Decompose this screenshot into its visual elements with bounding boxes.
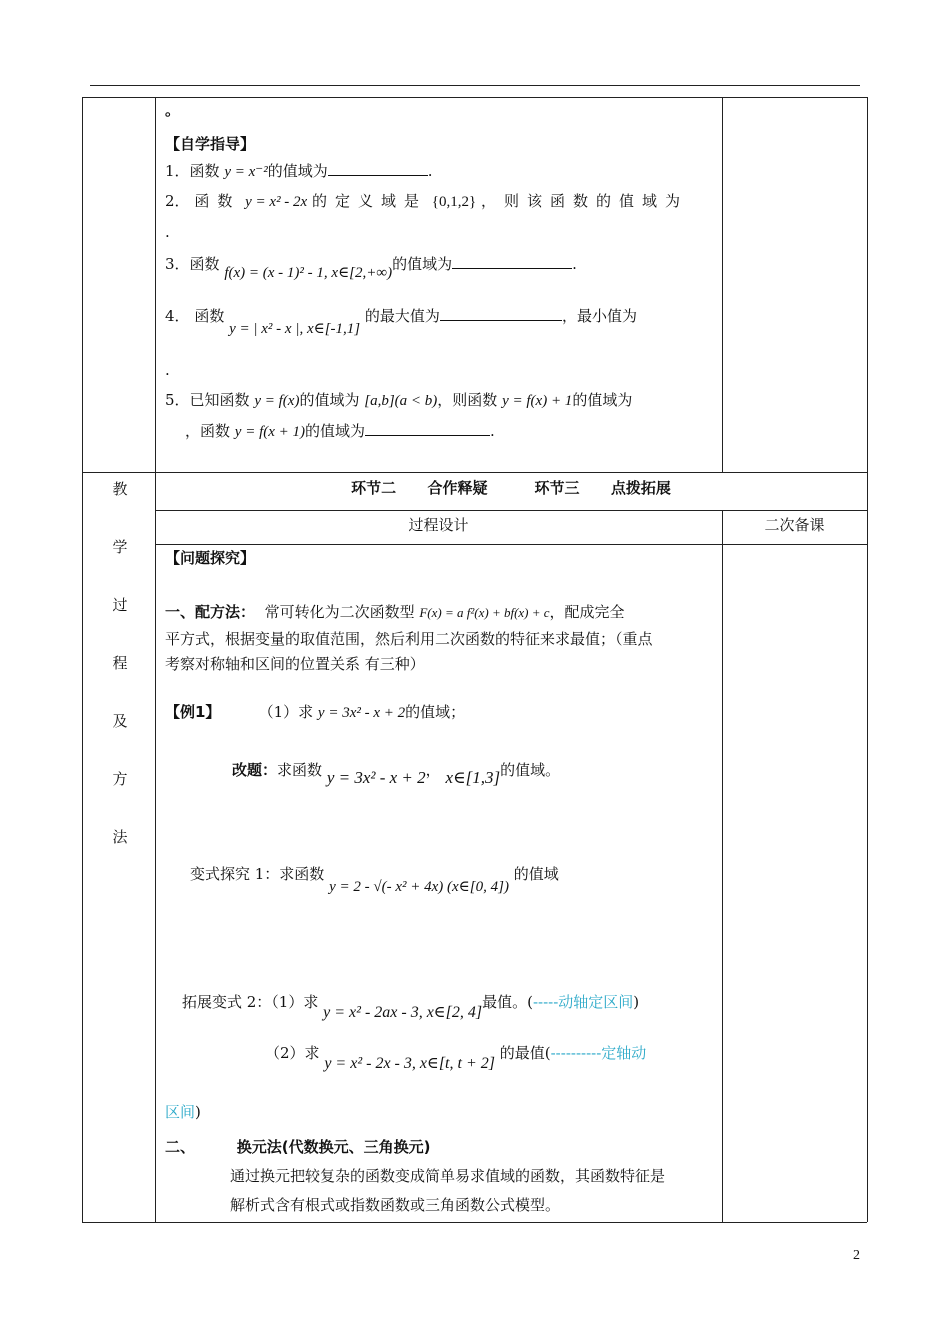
item-5-range: [a,b](a < b) [364,393,438,409]
revision: 改题：求函数 y = 3x² - x + 2， x∈[1,3]的值域。 [232,761,561,787]
side-label-char: 学 [112,538,128,556]
column-process: 过程设计 [408,516,469,534]
example-1: 【例1】 （1）求 y = 3x² - x + 2的值域； [165,703,466,721]
method1-line3: 考察对称轴和区间的位置关系 有三种） [165,655,425,673]
table-right-border [867,97,868,1222]
item-5-formula3: y = f(x + 1) [234,424,306,440]
page-number: 2 [853,1248,860,1263]
item-4-formula: y = | x² - x |, x∈[-1,1] [229,321,361,337]
item-3-blank[interactable] [452,254,572,269]
exploration-heading: 【问题探究】 [165,549,256,567]
item-5-cont: ，函数 y = f(x + 1)的值域为 . [185,422,495,440]
method2-line2: 解析式含有根式或指数函数或三角函数公式模型。 [230,1196,561,1214]
variant-2b-cont: 区间) [165,1103,201,1121]
table-col-divider-2-top [722,97,723,472]
item-3: 3．函数 f(x) = (x - 1)² - 1, x∈[2,+∞)的值域为 . [165,255,577,281]
table-row-divider-2 [155,510,867,511]
revision-domain: x∈[1,3] [445,768,501,787]
variant-2: 拓展变式 2：（1）求 y = x² - 2ax - 3, x∈[2, 4]最值。(-----动轴定区间) [182,993,640,1021]
leading-mark: 。 [165,101,181,119]
item-2-formula: y = x² - 2x [245,194,308,210]
item-4-cont: . [165,361,170,379]
variant1-formula: y = 2 - √(- x² + 4x) (x∈[0, 4]) [329,879,509,895]
table-bottom-border [82,1222,867,1223]
table-row-divider-1 [82,472,867,473]
item-2: 2． 函数 y = x² - 2x 的定义域是 {0,1,2} ，则该函数的值域为 [165,192,688,210]
variant2b-formula: y = x² - 2x - 3, x∈[t, t + 2] [324,1055,495,1072]
variant-2b: （2）求 y = x² - 2x - 3, x∈[t, t + 2] 的最值(----------定轴动 [265,1044,647,1072]
section-header: 环节二 合作释疑 环节三 点拨拓展 [351,479,671,497]
table-col-divider-2-bottom [722,510,723,1222]
variant2-note: -----动轴定区间 [532,993,634,1011]
table-left-border [82,97,83,1222]
table-top-border [82,97,867,98]
variant2-formula: y = x² - 2ax - 3, x∈[2, 4] [323,1004,483,1021]
side-label-char: 方 [112,770,128,788]
item-3-formula: f(x) = (x - 1)² - 1, x∈[2,+∞) [224,265,393,281]
item-1: 1．函数 y = x⁻²的值域为 . [165,162,433,180]
method1-line1: 一、配方法： 常可转化为二次函数型 F(x) = a f²(x) + bf(x) + c，配成完全 [165,603,625,621]
item-5: 5．已知函数 y = f(x)的值域为 [a,b](a < b)，则函数 y = f(x) + 1的值域为 [165,391,633,409]
method1-formula: F(x) = a f²(x) + bf(x) + c [419,605,550,620]
revision-formula: y = 3x² - x + 2 [326,768,426,787]
side-label-char: 程 [112,654,128,672]
item-2-cont: . [165,223,170,241]
side-label-char: 法 [112,828,128,846]
table-col-divider-1 [155,97,156,1222]
item-5-blank[interactable] [365,421,490,436]
side-label-char: 过 [112,596,128,614]
item-5-formula: y = f(x) [254,393,300,409]
item-4-max-blank[interactable] [440,306,562,321]
example-formula: y = 3x² - x + 2 [317,705,406,721]
method1-line2: 平方式，根据变量的取值范围，然后利用二次函数的特征来求最值；（重点 [165,630,653,648]
self-study-heading: 【自学指导】 [165,135,256,153]
column-secondary: 二次备课 [764,516,825,534]
item-1-formula: y = x⁻² [224,164,268,180]
method2-line1: 通过换元把较复杂的函数变成简单易求值域的函数，其函数特征是 [230,1167,666,1185]
side-label-char: 及 [112,712,128,730]
variant-1: 变式探究 1：求函数 y = 2 - √(- x² + 4x) (x∈[0, 4]) 的值域 [190,865,559,895]
item-1-blank[interactable] [328,161,428,176]
table-row-divider-3 [155,544,867,545]
method2-heading: 二、 换元法(代数换元、三角换元) [165,1138,431,1156]
variant2b-note: ----------定轴动 [550,1044,647,1062]
item-5-formula2: y = f(x) + 1 [502,393,573,409]
item-4: 4． 函数 y = | x² - x |, x∈[-1,1] 的最大值为 ，最小值为 [165,307,637,337]
item-2-set: {0,1,2} [431,194,477,210]
side-label-char: 教 [112,480,128,498]
